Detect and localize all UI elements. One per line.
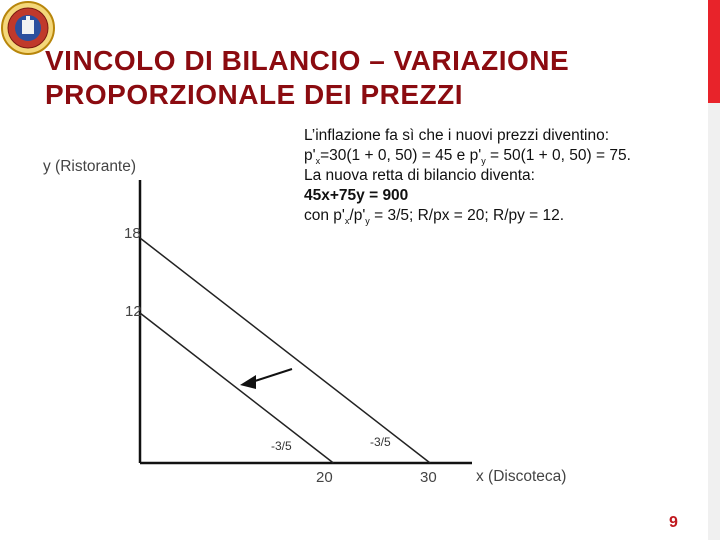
slope-label-old: -3/5 bbox=[370, 435, 391, 449]
slope-label-new: -3/5 bbox=[271, 439, 292, 453]
arrow-head bbox=[240, 375, 256, 389]
x-tick-30: 30 bbox=[420, 469, 437, 486]
text-line-1: L’inflazione fa sì che i nuovi prezzi diventino: bbox=[304, 127, 610, 144]
text-line-5: con $p'_x/p'_y = 3/5$; R/px = 20; R/py = 12. bbox=[304, 207, 565, 227]
shift-arrow bbox=[252, 369, 292, 382]
new-budget-line bbox=[140, 313, 333, 463]
title-line-1: VINCOLO DI BILANCIO – VARIAZIONE bbox=[45, 45, 570, 76]
page-number: 9 bbox=[669, 514, 678, 531]
x-tick-20: 20 bbox=[316, 469, 333, 486]
y-tick-12: 12 bbox=[125, 303, 142, 320]
y-tick-18: 18 bbox=[124, 225, 141, 242]
y-axis-label: y (Ristorante) bbox=[43, 158, 137, 175]
text-line-3: La nuova retta di bilancio diventa: bbox=[304, 167, 535, 184]
x-axis-label: x (Discoteca) bbox=[476, 468, 567, 485]
original-budget-line bbox=[140, 238, 430, 463]
text-line-2: $p'_x=30(1 + 0$, 50) = 45 e $p'_y = 50(1 + 0$, 50) = 75. bbox=[304, 147, 631, 167]
title-line-2: PROPORZIONALE DEI PREZZI bbox=[45, 79, 464, 110]
budget-equation: 45x+75y = 900 bbox=[304, 187, 409, 204]
